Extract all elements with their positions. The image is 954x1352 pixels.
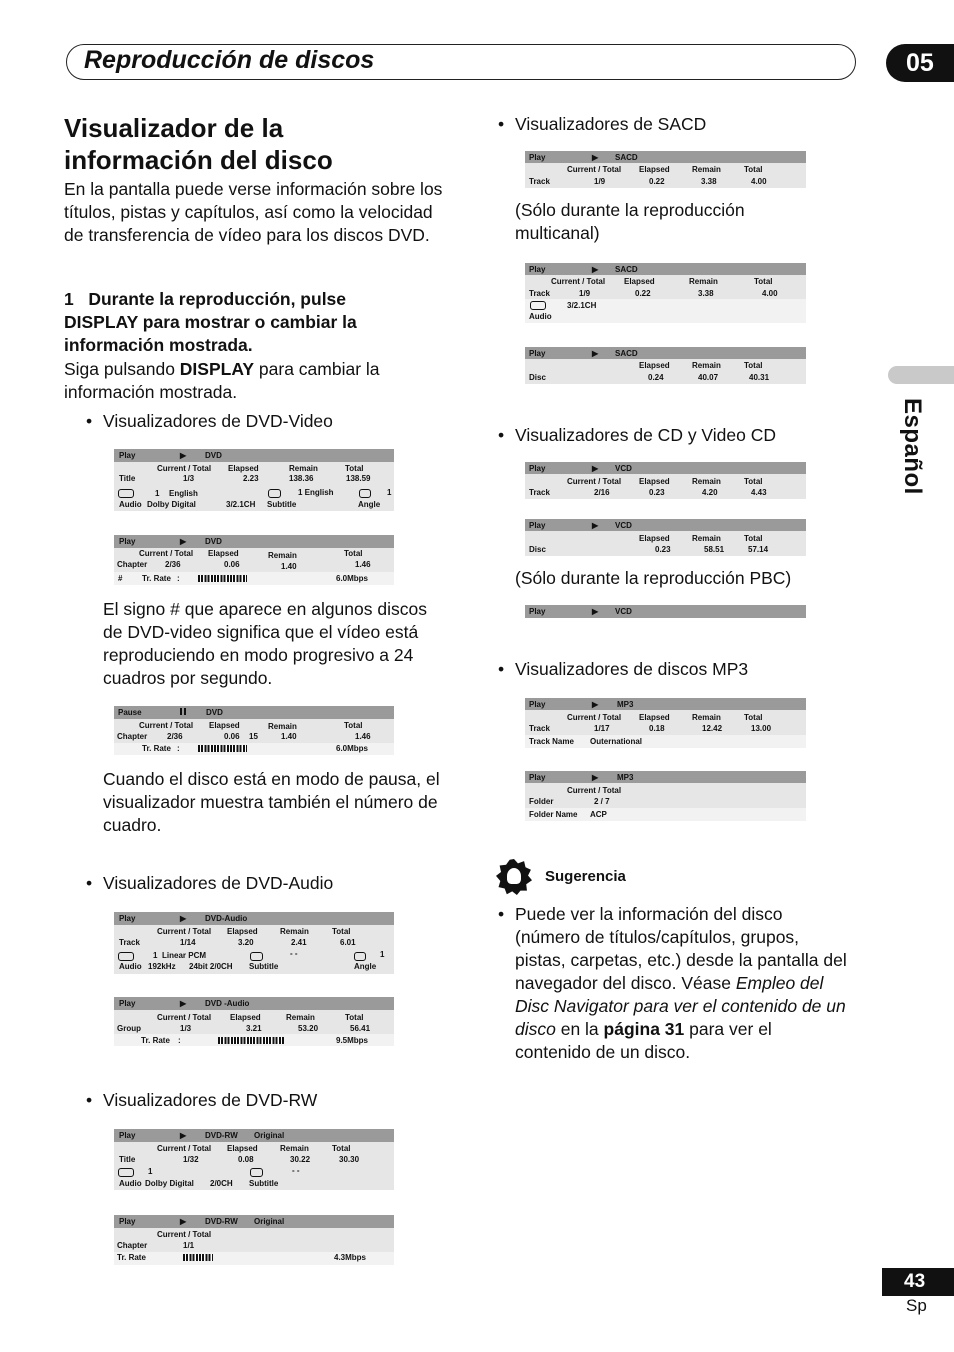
audio-icon xyxy=(530,301,546,310)
bitrate-meter xyxy=(198,745,247,752)
subtitle-icon xyxy=(250,1168,263,1177)
angle-icon xyxy=(354,952,366,961)
audio-icon xyxy=(118,1168,134,1177)
bitrate-meter xyxy=(183,1254,213,1261)
language-tab xyxy=(888,366,954,384)
osd-sacd-multichannel: Play ▶ SACD Current / Total Elapsed Remain Total Track 1/9 0.22 3.38 4.00 3/2.1CH Audio xyxy=(525,263,806,323)
pbc-note: (Sólo durante la reproducción PBC) xyxy=(515,568,792,588)
language-code: Sp xyxy=(906,1296,927,1315)
osd-dvd-audio-group: Play ▶ DVD -Audio Current / Total Elapsed Remain Total Group 1/3 3.21 53.20 56.41 Tr. Rate : 9.5Mbps xyxy=(114,997,394,1046)
intro-paragraph: En la pantalla puede verse información sobre los títulos, pistas y capítulos, así como la velocidad de transferencia de vídeo para los discos DVD. xyxy=(64,179,443,245)
osd-mp3-track: Play ▶ MP3 Current / Total Elapsed Remain Total Track 1/17 0.18 12.42 13.00 Track Name Outernational xyxy=(525,698,806,748)
osd-dvd-chapter: Play ▶ DVD Current / Total Elapsed Remain Total Chapter 2/36 0.06 1.40 1.46 # Tr. Rate : 6.0Mbps xyxy=(114,535,394,585)
step-text: Durante la reproducción, pulse DISPLAY para mostrar o cambiar la información mostrada. xyxy=(64,289,357,355)
dvd-rw-heading: • Visualizadores de DVD-RW xyxy=(86,1090,318,1110)
step-sub-b: DISPLAY xyxy=(179,359,255,379)
tip-text: • Puede ver la información del disco (número de títulos/capítulos, grupos, pistas, carpetas, etc.) desde la pantalla del navegador del disco. Véase Empleo del Disc Navigator para ver el contenido de un disco en la página 31 para ver el contenido de un disco. xyxy=(498,904,847,1062)
dvd-video-heading: • Visualizadores de DVD-Video xyxy=(86,411,333,431)
step-sub xyxy=(64,358,434,404)
osd-dvd-rw-title: Play ▶ DVD-RW Original Current / Total Elapsed Remain Total Title 1/32 0.08 30.22 30.30 1 - - Audio Dolby Digital 2/0CH Subtitle xyxy=(114,1129,394,1190)
sacd-heading: • Visualizadores de SACD xyxy=(498,114,707,134)
mp3-heading: • Visualizadores de discos MP3 xyxy=(498,659,749,679)
step-number: 1 xyxy=(64,289,74,309)
step-1 xyxy=(64,288,424,357)
bitrate-meter xyxy=(198,575,247,582)
audio-icon xyxy=(118,952,134,961)
tip-title: Sugerencia xyxy=(545,868,626,885)
bitrate-meter xyxy=(218,1037,284,1044)
audio-icon xyxy=(118,489,134,498)
angle-icon xyxy=(359,489,371,498)
osd-sacd-disc: Play ▶ SACD Elapsed Remain Total Disc 0.24 40.07 40.31 xyxy=(525,347,806,384)
subtitle-icon xyxy=(268,489,281,498)
language-label: Español xyxy=(899,398,926,495)
osd-vcd-disc: Play ▶ VCD Elapsed Remain Total Disc 0.23 58.51 57.14 xyxy=(525,519,806,556)
progressive-note: El signo # que aparece en algunos discos de DVD-video significa que el vídeo está reproduciendo en modo progresivo a 24 cuadros por segundo. xyxy=(103,599,427,688)
lightbulb-icon-inner xyxy=(507,868,521,884)
osd-vcd-track: Play ▶ VCD Current / Total Elapsed Remain Total Track 2/16 0.23 4.20 4.43 xyxy=(525,462,806,499)
osd-dvd-pause: Pause DVD Current / Total Elapsed Remain Total Chapter 2/36 0.06 15 1.40 1.46 Tr. Rate : 6.0Mbps xyxy=(114,706,394,755)
osd-dvd-rw-chapter: Play ▶ DVD-RW Original Current / Total Chapter 1/1 Tr. Rate 4.3Mbps xyxy=(114,1215,394,1265)
osd-sacd-track: Play ▶ SACD Current / Total Elapsed Remain Total Track 1/9 0.22 3.38 4.00 xyxy=(525,151,806,188)
osd-dvd-audio-track: Play ▶ DVD-Audio Current / Total Elapsed Remain Total Track 1/14 3.20 2.41 6.01 1 Linear PCM - - 1 Audio 192kHz 24bit 2/0CH Subtitle Angle xyxy=(114,912,394,974)
section-title: Visualizador de la información del disco xyxy=(64,113,333,175)
step-sub-a: Siga pulsando xyxy=(64,359,180,379)
subtitle-icon xyxy=(250,952,263,961)
pause-icon xyxy=(180,708,182,715)
pause-note: Cuando el disco está en modo de pausa, el visualizador muestra también el número de cuadro. xyxy=(103,769,440,835)
header-title: Reproducción de discos xyxy=(84,46,375,74)
dvd-audio-heading: • Visualizadores de DVD-Audio xyxy=(86,873,334,893)
osd-vcd-pbc: Play ▶ VCD xyxy=(525,605,806,618)
step-sub-c: para cambiar la información mostrada. xyxy=(64,359,380,402)
osd-mp3-folder: Play ▶ MP3 Current / Total Folder 2 / 7 Folder Name ACP xyxy=(525,771,806,821)
multichannel-note: (Sólo durante la reproducción multicanal) xyxy=(515,200,745,243)
page-number: 43 xyxy=(882,1268,954,1296)
chapter-number: 05 xyxy=(886,44,954,82)
osd-dvd-title: Play ▶ DVD Current / Total Elapsed Remain Total Title 1/3 2.23 138.36 138.59 1 English 1 English 1 Audio Dolby Digital 3/2.1CH Subtitle Angle xyxy=(114,449,394,511)
cd-heading: • Visualizadores de CD y Video CD xyxy=(498,425,777,445)
